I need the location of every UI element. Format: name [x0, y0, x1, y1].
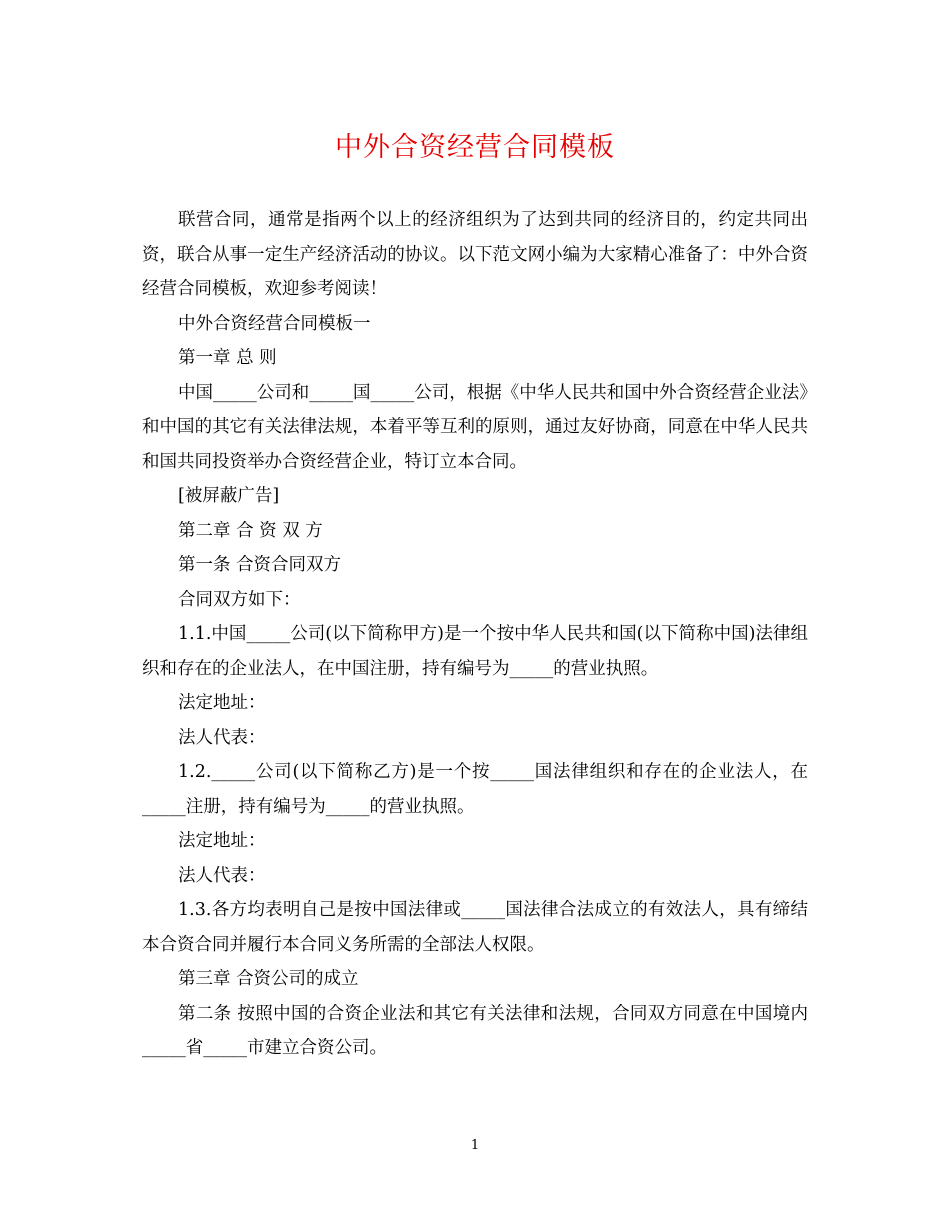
- article-1-heading: 第一条 合资合同双方: [178, 555, 342, 575]
- document-title: 中外合资经营合同模板: [335, 132, 615, 163]
- chapter-3-heading: 第三章 合资公司的成立: [178, 969, 359, 989]
- clause-1-1: 1.1.中国_____公司(以下简称甲方)是一个按中华人民共和国(以下简称中国)法律组织和存在的企业法人，在中国注册，持有编号为_____的营业执照。: [142, 624, 808, 679]
- chapter-2-heading: 第二章 合 资 双 方: [178, 520, 323, 541]
- party-a-address-label: 法定地址：: [178, 693, 266, 713]
- party-b-representative-label: 法人代表：: [178, 865, 266, 886]
- clause-1-3: 1.3.各方均表明自己是按中国法律或_____国法律合法成立的有效法人，具有缔结本合资合同并履行本合同义务所需的全部法人权限。: [142, 900, 808, 955]
- template-heading: 中外合资经营合同模板一: [178, 313, 371, 334]
- intro-paragraph: 联营合同，通常是指两个以上的经济组织为了达到共同的经济目的，约定共同出资，联合从事一定生产经济活动的协议。以下范文网小编为大家精心准备了：中外合资经营合同模板，欢迎参考阅读！: [142, 210, 808, 299]
- preamble-paragraph: 中国_____公司和_____国_____公司，根据《中华人民共和国中外合资经营企业法》和中国的其它有关法律法规，本着平等互利的原则，通过友好协商，同意在中华人民共和国共同投资举办合资经营企业，特订立本合同。: [142, 382, 808, 472]
- blocked-ad-note: [被屏蔽广告]: [178, 486, 280, 506]
- document-body: [142, 203, 808, 1066]
- party-b-address-label: 法定地址：: [178, 831, 266, 851]
- parties-intro: 合同双方如下：: [178, 589, 301, 610]
- page-number: 1: [470, 1138, 480, 1153]
- clause-1-2: 1.2._____公司(以下简称乙方)是一个按_____国法律组织和存在的企业法人，在_____注册，持有编号为_____的营业执照。: [142, 762, 808, 817]
- article-2-paragraph: 第二条 按照中国的合资企业法和其它有关法律和法规，合同双方同意在中国境内_____省_____市建立合资公司。: [142, 1003, 808, 1058]
- party-a-representative-label: 法人代表：: [178, 727, 266, 748]
- chapter-1-heading: 第一章 总 则: [178, 348, 277, 368]
